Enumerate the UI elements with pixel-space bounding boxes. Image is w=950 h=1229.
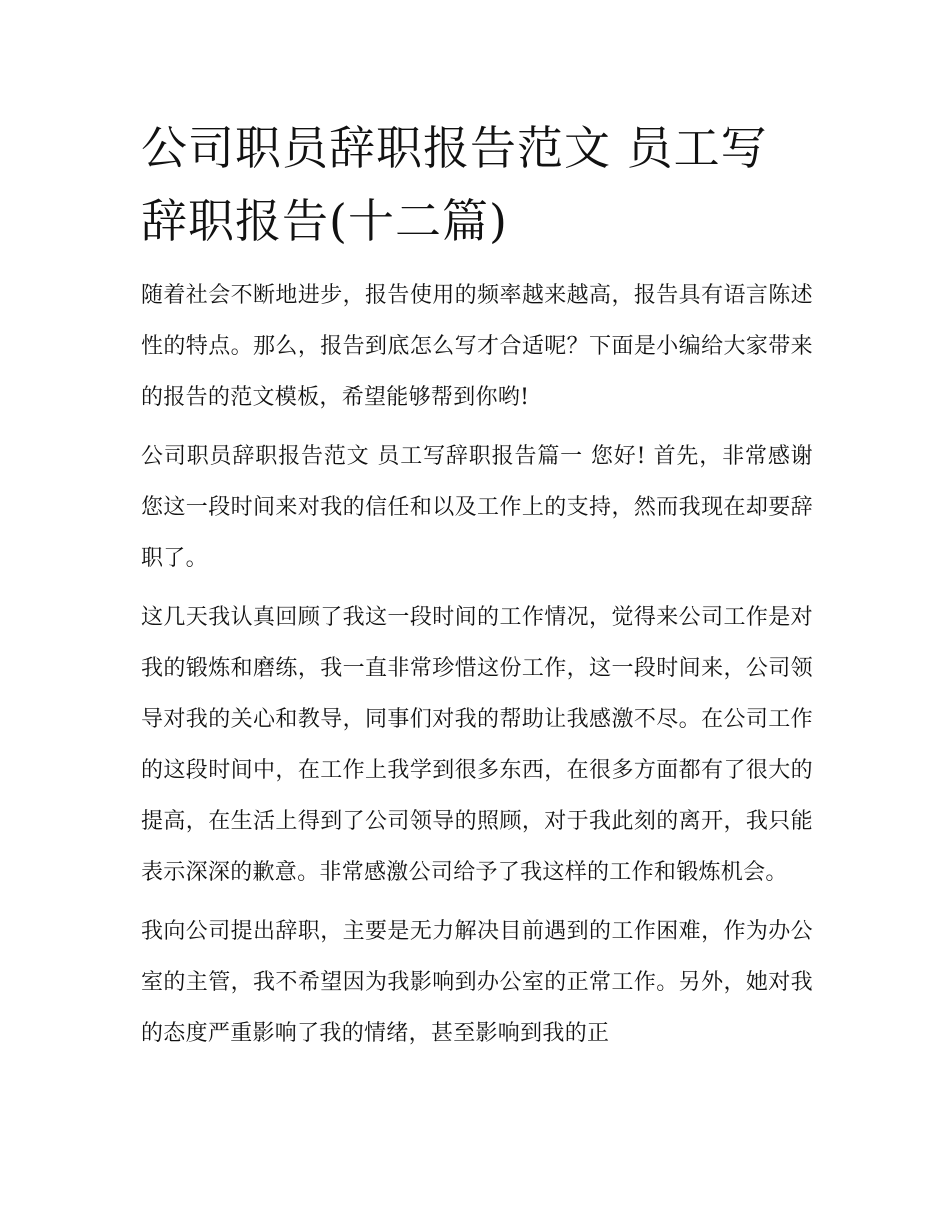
paragraph-intro: 随着社会不断地进步，报告使用的频率越来越高，报告具有语言陈述性的特点。那么，报告到底怎么写才合适呢？下面是小编给大家带来的报告的范文模板，希望能够帮到你哟! [141, 283, 813, 410]
paragraph-reason: 我向公司提出辞职，主要是无力解决目前遇到的工作困难，作为办公室的主管，我不希望因为我影响到办公室的正常工作。另外，她对我的态度严重影响了我的情绪，甚至影响到我的正 [141, 919, 813, 1046]
document-page [141, 112, 813, 1059]
document-title: 公司职员辞职报告范文 员工写辞职报告(十二篇) [141, 121, 768, 248]
paragraph-greeting: 公司职员辞职报告范文 员工写辞职报告篇一 您好! 首先，非常感谢您这一段时间来对我的信任和以及工作上的支持，然而我现在却要辞职了。 [141, 444, 813, 571]
paragraph-reflection: 这几天我认真回顾了我这一段时间的工作情况，觉得来公司工作是对我的锻炼和磨练，我一直非常珍惜这份工作，这一段时间来，公司领导对我的关心和教导，同事们对我的帮助让我感激不尽。在公司工作的这段时间中，在工作上我学到很多东西，在很多方面都有了很大的提高，在生活上得到了公司领导的照顾，对于我此刻的离开，我只能表示深深的歉意。非常感激公司给予了我这样的工作和锻炼机会。 [141, 605, 813, 885]
